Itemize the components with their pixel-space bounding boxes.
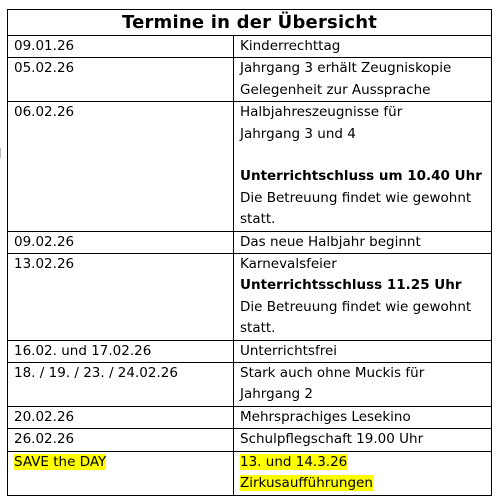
date-cell [8,102,234,231]
date-cell [8,429,234,451]
event-line [240,452,487,473]
event-line [240,102,487,123]
date-cell [8,254,234,341]
date-cell [8,451,234,495]
event-text: Jahrgang 2 [240,386,313,403]
event-cell [234,451,492,495]
date-text: 09.01.26 [14,38,75,54]
table-row [8,36,492,58]
table-row [8,363,492,407]
margin-marker [0,148,3,158]
event-cell [234,58,492,102]
table-row [8,58,492,102]
date-text: SAVE the DAY [14,453,107,470]
event-text: Jahrgang 3 erhält Zeugniskopie [240,60,452,77]
event-cell [234,363,492,407]
event-text: Zirkusaufführungen [240,475,373,492]
table-row [8,340,492,362]
event-text: Die Betreuung findet wie gewohnt [240,189,472,206]
event-line [240,473,487,494]
event-text: Mehrsprachiges Lesekino [240,408,411,425]
event-line [240,188,487,209]
table-row [8,406,492,428]
date-text: 13.02.26 [14,256,75,273]
date-cell [8,231,234,253]
event-line [240,254,487,275]
date-cell [8,58,234,102]
date-text: 06.02.26 [14,104,75,121]
event-text: Halbjahreszeugnisse für [240,104,403,121]
event-line [240,36,487,57]
event-text-bold: Unterrichtsschluss 11.25 Uhr [240,277,462,294]
event-text: Jahrgang 3 und 4 [240,125,356,142]
event-text: statt. [240,211,276,228]
event-cell [234,429,492,451]
date-text: 05.02.26 [14,60,75,77]
date-cell [8,363,234,407]
event-line [240,318,487,339]
date-text: 26.02.26 [14,431,75,448]
date-cell [8,340,234,362]
date-text: 20.02.26 [14,408,75,425]
event-cell [234,36,492,58]
event-line [240,145,487,166]
date-cell [8,406,234,428]
date-cell [8,36,234,58]
event-text: 13. und 14.3.26 [240,453,348,470]
event-line [240,429,487,450]
table-row [8,451,492,495]
event-text: Stark auch ohne Muckis für [240,365,425,382]
event-text-bold: Unterrichtschluss um 10.40 Uhr [240,168,482,185]
event-line [240,341,487,362]
event-text: Die Betreuung findet wie gewohnt [240,298,472,315]
event-line [240,124,487,145]
event-text: Schulpflegschaft 19.00 Uhr [240,431,424,448]
event-line [240,363,487,384]
table-row [8,231,492,253]
schedule-table [7,9,492,496]
date-text: 09.02.26 [14,233,75,250]
event-line [240,275,487,296]
event-text: Karnevalsfeier [240,256,337,273]
event-cell [234,102,492,231]
event-cell [234,406,492,428]
table-row [8,254,492,341]
date-text: 18. / 19. / 23. / 24.02.26 [14,365,178,382]
schedule-table-container [7,9,491,491]
event-cell [234,231,492,253]
event-line [240,232,487,253]
event-cell [234,254,492,341]
event-line [240,297,487,318]
table-header-row [8,10,492,36]
event-text: Das neue Halbjahr beginnt [240,233,421,250]
event-line [240,209,487,230]
table-title: Termine in der Übersicht [8,10,492,36]
event-line [240,166,487,187]
event-line [240,384,487,405]
table-body [8,36,492,496]
event-line [240,407,487,428]
event-text: Kinderrechttag [240,38,341,54]
event-line [240,58,487,79]
table-row [8,429,492,451]
date-text: 16.02. und 17.02.26 [14,342,152,359]
event-text: statt. [240,320,276,337]
event-text: Unterrichtsfrei [240,342,338,359]
table-row [8,102,492,231]
event-cell [234,340,492,362]
event-line [240,80,487,101]
event-text: Gelegenheit zur Aussprache [240,81,431,98]
